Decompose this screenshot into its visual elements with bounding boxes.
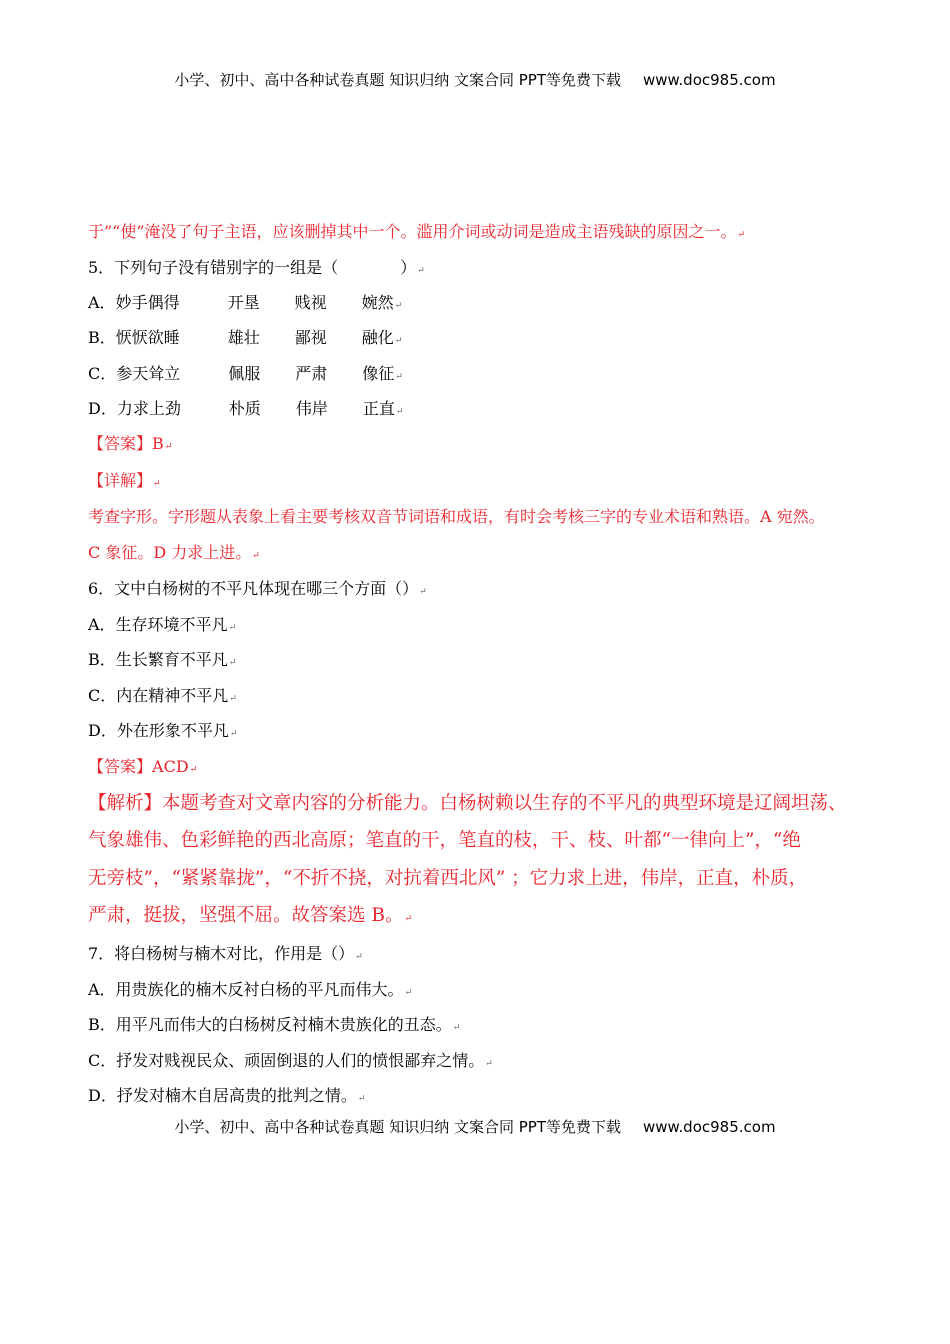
q6-stem: 6．文中白杨树的不平凡体现在哪三个方面（）↵ [88,579,427,598]
q7-option-a: A．用贵族化的楠木反衬白杨的平凡而伟大。↵ [88,980,413,999]
q5-option-d: D．力求上劲 朴质 伟岸 正直↵ [88,399,404,418]
q6-analysis-line-4: 严肃，挺拔，坚强不屈。故答案选 B。↵ [88,905,413,926]
page-footer [0,1116,950,1137]
q7-option-d: D．抒发对楠木自居高贵的批判之情。↵ [88,1086,366,1105]
q7-stem: 7．将白杨树与楠木对比，作用是（）↵ [88,944,363,963]
q5-detail-line-2: C 象征。D 力求上进。↵ [88,543,260,562]
q5-option-b: B．恹恹欲睡 雄壮 鄙视 融化↵ [88,328,403,347]
footer-url[interactable]: www.doc985.com [642,1118,776,1136]
q5-detail-line-1: 考查字形。字形题从表象上看主要考核双音节词语和成语，有时会考核三字的专业术语和熟语。A 宛然。 [88,507,825,526]
header-url[interactable]: www.doc985.com [642,71,776,89]
q6-option-c: C．内在精神不平凡↵ [88,686,237,705]
q5-option-c: C．参天耸立 佩服 严肃 像征↵ [88,364,403,383]
q6-analysis-line-2: 气象雄伟、色彩鲜艳的西北高原；笔直的干，笔直的枝，干、枝、叶都“一律向上”，“绝 [88,830,801,851]
q6-analysis-line-1: 【解析】本题考查对文章内容的分析能力。白杨树赖以生存的不平凡的典型环境是辽阔坦荡、 [88,793,847,814]
q5-answer: 【答案】B↵ [88,434,173,453]
intro-line: 于”“使”淹没了句子主语，应该删掉其中一个。滥用介词或动词是造成主语残缺的原因之一。↵ [88,222,746,241]
q6-option-b: B．生长繁育不平凡↵ [88,650,237,669]
q7-option-b: B．用平凡而伟大的白杨树反衬楠木贵族化的丑态。↵ [88,1015,461,1034]
q6-option-d: D．外在形象不平凡↵ [88,721,238,740]
footer-text: 小学、初中、高中各种试卷真题 知识归纳 文案合同 PPT等免费下载 [174,1118,621,1136]
q5-stem: 5．下列句子没有错别字的一组是（ ）↵ [88,258,425,277]
q6-answer: 【答案】ACD↵ [88,757,198,776]
q6-analysis-line-3: 无旁枝”，“紧紧靠拢”，“不折不挠，对抗着西北风” ；它力求上进，伟岸，正直，朴质， [88,868,808,889]
q6-option-a: A．生存环境不平凡↵ [88,615,237,634]
q7-option-c: C．抒发对贱视民众、顽固倒退的人们的愤恨鄙弃之情。↵ [88,1051,493,1070]
q5-detail-tag: 【详解】↵ [88,471,161,490]
page-header [0,69,950,90]
header-text: 小学、初中、高中各种试卷真题 知识归纳 文案合同 PPT等免费下载 [174,71,621,89]
q5-option-a: A．妙手偶得 开垦 贱视 婉然↵ [88,293,403,312]
